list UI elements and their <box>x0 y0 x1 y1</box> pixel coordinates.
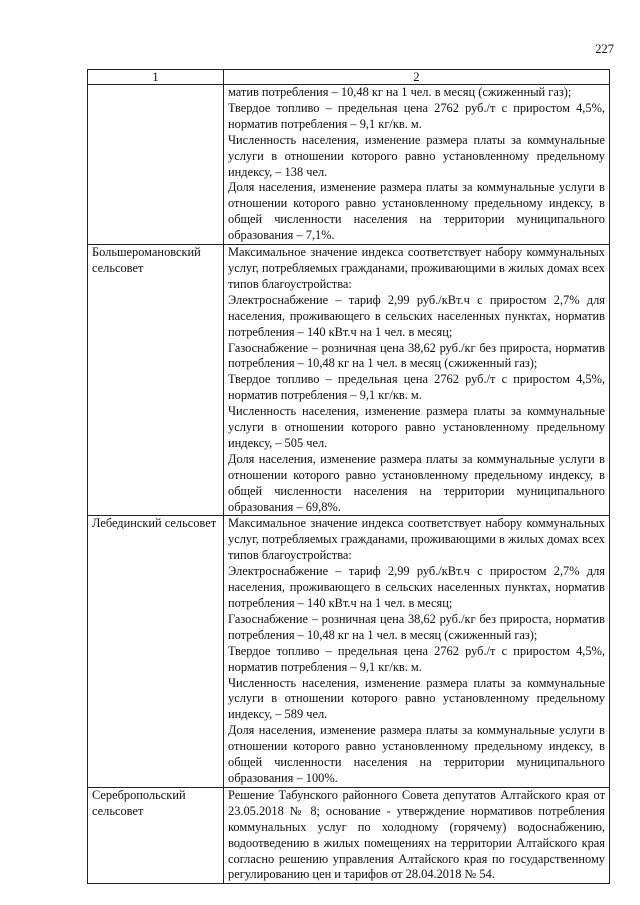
document-table <box>87 69 610 884</box>
table-row <box>88 516 610 787</box>
description-cell <box>224 245 610 516</box>
municipality-name-cell: Лебединский сельсовет <box>88 516 224 787</box>
description-paragraph: Решение Табунского районного Совета депутатов Алтайского края от 23.05.2018 № 8; основание - утверждение нормативов потребления коммунальных услуг по холодному (горячему) водоснабжению, водоотведению в жилых помещениях на территории Алтайского края согласно решению управления Алтайского края по государственному регулированию цен и тарифов от 28.04.2018 № 54. <box>228 787 605 882</box>
description-paragraph: Максимальное значение индекса соответствует набору коммунальных услуг, потребляемых гражданами, проживающими в жилых домах всех типов благоустройства: <box>228 516 605 563</box>
municipality-name-cell: Серебропольский сельсовет <box>88 787 224 883</box>
description-paragraph: матив потребления – 10,48 кг на 1 чел. в месяц (сжиженный газ); <box>228 85 572 99</box>
municipality-name-cell <box>88 85 224 245</box>
description-paragraph: Твердое топливо – предельная цена 2762 руб./т с приростом 4,5%, норматив потребления – 9,1 кг/кв. м. <box>228 100 605 131</box>
table-row <box>88 245 610 516</box>
description-paragraph: Твердое топливо – предельная цена 2762 руб./т с приростом 4,5%, норматив потребления – 9,1 кг/кв. м. <box>228 643 605 674</box>
description-cell <box>224 85 610 245</box>
description-paragraph: Доля населения, изменение размера платы за коммунальные услуги в отношении которого равно установленному предельному индексу, в общей численности населения на территории муниципального образования – 7,1%. <box>228 180 605 243</box>
table-header-row <box>88 70 610 85</box>
description-paragraph: Электроснабжение – тариф 2,99 руб./кВт.ч с приростом 2,7% для населения, проживающего в сельских населенных пунктах, норматив потребления – 140 кВт.ч на 1 чел. в месяц; <box>228 292 605 339</box>
column-header-2: 2 <box>224 70 610 85</box>
description-paragraph: Численность населения, изменение размера платы за коммунальные услуги в отношении которого равно установленному предельному индексу, – 589 чел. <box>228 675 605 722</box>
description-paragraph: Электроснабжение – тариф 2,99 руб./кВт.ч с приростом 2,7% для населения, проживающего в сельских населенных пунктах, норматив потребления – 140 кВт.ч на 1 чел. в месяц; <box>228 564 605 610</box>
description-paragraph: Численность населения, изменение размера платы за коммунальные услуги в отношении которого равно установленному предельному индексу, – 505 чел. <box>228 404 605 450</box>
description-paragraph: Доля населения, изменение размера платы за коммунальные услуги в отношении которого равно установленному предельному индексу, в общей численности населения на территории муниципального образования – 69,8%. <box>228 451 605 514</box>
description-paragraph: Численность населения, изменение размера платы за коммунальные услуги в отношении которого равно установленному предельному индексу, – 138 чел. <box>228 132 605 179</box>
description-paragraph: Газоснабжение – розничная цена 38,62 руб./кг без прироста, норматив потребления – 10,48 кг на 1 чел. в месяц (сжиженный газ); <box>228 611 605 642</box>
table-row <box>88 787 610 883</box>
column-header-1: 1 <box>88 70 224 85</box>
description-paragraph: Твердое топливо – предельная цена 2762 руб./т с приростом 4,5%, норматив потребления – 9,1 кг/кв. м. <box>228 372 605 403</box>
description-paragraph: Газоснабжение – розничная цена 38,62 руб./кг без прироста, норматив потребления – 10,48 кг на 1 чел. в месяц (сжиженный газ); <box>228 340 605 371</box>
description-paragraph: Максимальное значение индекса соответствует набору коммунальных услуг, потребляемых гражданами, проживающими в жилых домах всех типов благоустройства: <box>228 245 605 291</box>
description-paragraph: Доля населения, изменение размера платы за коммунальные услуги в отношении которого равно установленному предельному индексу, в общей численности населения на территории муниципального образования – 100%. <box>228 723 605 785</box>
municipality-name-cell: Большеромановский сельсовет <box>88 245 224 516</box>
description-cell <box>224 787 610 883</box>
description-cell <box>224 516 610 787</box>
page-number: 227 <box>595 42 614 56</box>
table-row <box>88 85 610 245</box>
